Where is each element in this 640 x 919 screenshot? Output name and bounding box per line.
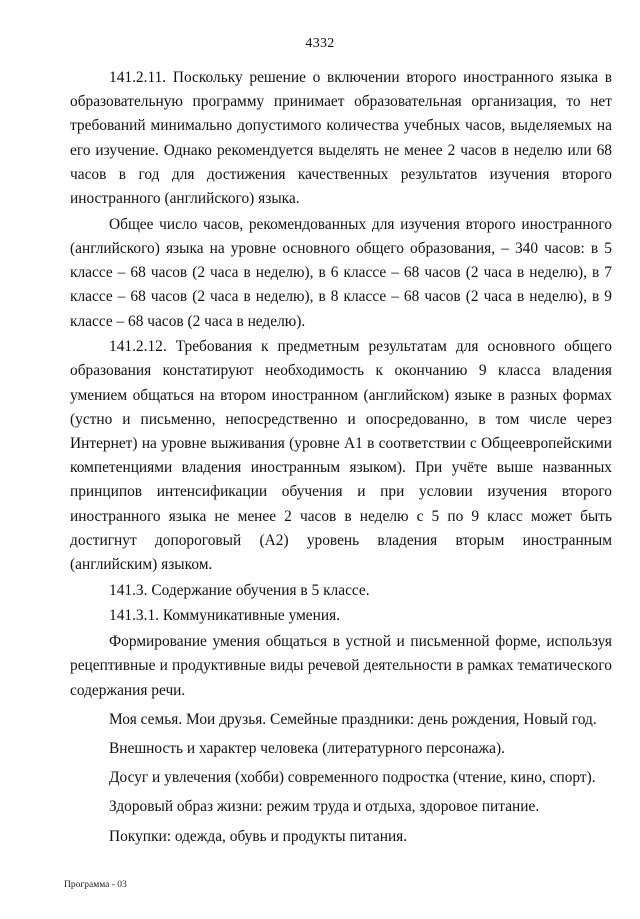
paragraph-total-hours: Общее число часов, рекомендованных для изучения второго иностранного (английского) языка на уровне основного общего образования, – 340 часов: в 5 классе – 68 часов (2 часа в неделю), в 6 классе – 68 часов (2 часа в неделю), в 7 классе – 68 часов (2 часа в неделю), в 8 классе – 68 часов (2 часа в неделю), в 9 классе – 68 часов (2 часа в неделю). (70, 215, 612, 330)
heading-141-3-1: 141.3.1. Коммуникативные умения. (109, 607, 341, 625)
topic-appearance: Внешность и характер человека (литературного персонажа). (109, 739, 505, 757)
footer-label: Программа - 03 (64, 880, 127, 890)
topic-shopping: Покупки: одежда, обувь и продукты питания. (109, 827, 408, 845)
paragraph-141-2-11: 141.2.11. Поскольку решение о включении второго иностранного языка в образовательную программу принимает образовательная организация, то нет требований минимально допустимого количества учебных часов, выделяемых на его изучение. Однако рекомендуется выделять не менее 2 часов в неделю или 68 часов в год для достижения качественных результатов изучения второго иностранного (английского) языка. (70, 69, 612, 208)
document-body (70, 66, 612, 849)
page-number: 4332 (305, 36, 335, 51)
topic-leisure: Досуг и увлечения (хобби) современного подростка (чтение, кино, спорт). (109, 769, 596, 787)
heading-141-3: 141.3. Содержание обучения в 5 классе. (109, 581, 370, 599)
topic-healthy-lifestyle: Здоровый образ жизни: режим труда и отдыха, здоровое питание. (109, 798, 540, 816)
topic-family: Моя семья. Мои друзья. Семейные праздники: день рождения, Новый год. (109, 710, 597, 728)
paragraph-communication-skills: Формирование умения общаться в устной и письменной форме, используя рецептивные и продуктивные виды речевой деятельности в рамках тематического содержания речи. (70, 633, 612, 699)
paragraph-141-2-12: 141.2.12. Требования к предметным результатам для основного общего образования констатируют необходимость к окончанию 9 класса владения умением общаться на втором иностранном (английском) языке в разных формах (устно и письменно, непосредственно и опосредованно, в том числе через Интернет) на уровне выживания (уровне А1 в соответствии с Общеевропейскими компетенциями владения иностранным языком). При учёте выше названных принципов интенсификации обучения и при условии изучения второго иностранного языка не менее 2 часов в неделю с 5 по 9 класс может быть достигнут допороговый (А2) уровень владения вторым иностранным (английским) языком. (70, 338, 612, 574)
